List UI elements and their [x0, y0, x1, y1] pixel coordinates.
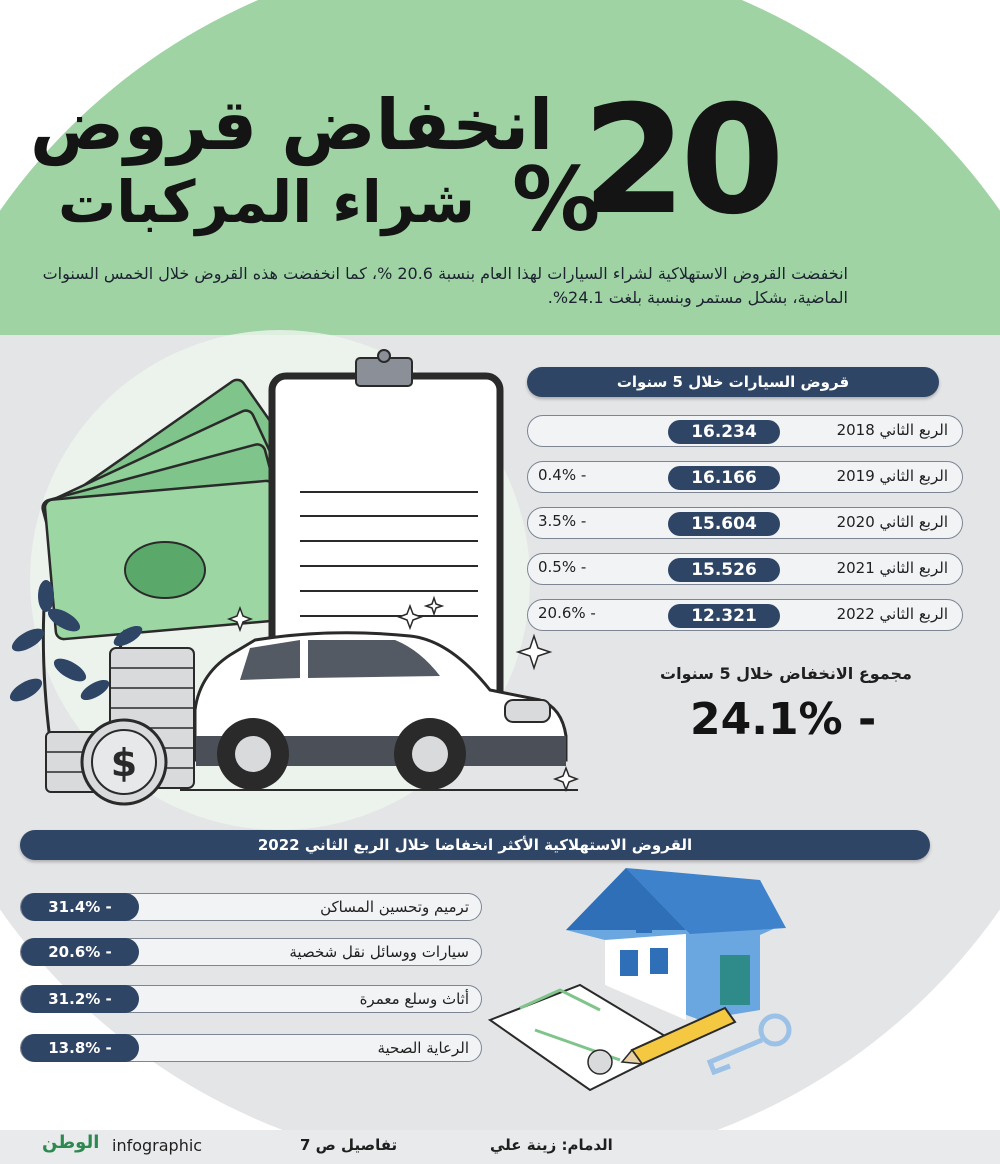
total-decline-label: مجموع الانخفاض خلال 5 سنوات [660, 664, 912, 683]
headline-line-2: شراء المركبات [58, 168, 475, 236]
car-loan-row [527, 461, 963, 493]
category-value: - 31.4% [21, 893, 139, 921]
car-loan-row [527, 507, 963, 539]
total-decline-value: - 24.1% [690, 694, 877, 745]
category-label: الرعاية الصحية [377, 1039, 469, 1057]
category-row [20, 893, 482, 921]
year-label: الربع الثاني 2018 [836, 421, 948, 439]
year-label: الربع الثاني 2022 [836, 605, 948, 623]
car-loan-row [527, 599, 963, 631]
loan-value: 16.234 [668, 420, 780, 444]
headline-line-1: انخفاض قروض [30, 84, 553, 166]
car-loans-title: قروض السيارات خلال 5 سنوات [527, 367, 939, 397]
change-percent: - 0.5% [538, 558, 587, 576]
category-row [20, 985, 482, 1013]
categories-title: القروض الاستهلاكية الأكثر انخفاضا خلال الربع الثاني 2022 [20, 830, 930, 860]
page-reference: تفاصيل ص 7 [300, 1136, 398, 1154]
category-label: سيارات ووسائل نقل شخصية [289, 943, 469, 961]
category-label: أثاث وسلع معمرة [359, 990, 469, 1008]
year-label: الربع الثاني 2019 [836, 467, 948, 485]
category-label: ترميم وتحسين المساكن [320, 898, 469, 916]
loan-value: 15.604 [668, 512, 780, 536]
category-row [20, 1034, 482, 1062]
alwatan-logo: الوطن [42, 1132, 100, 1153]
change-percent: - 0.4% [538, 466, 587, 484]
category-value: - 13.8% [21, 1034, 139, 1062]
change-percent: - 3.5% [538, 512, 587, 530]
footer-bar [0, 1130, 1000, 1164]
category-value: - 31.2% [21, 985, 139, 1013]
car-loan-row [527, 415, 963, 447]
year-label: الربع الثاني 2021 [836, 559, 948, 577]
headline-number: 20 [582, 74, 779, 248]
loan-value: 15.526 [668, 558, 780, 582]
headline-percent-sign: % [512, 148, 601, 251]
year-label: الربع الثاني 2020 [836, 513, 948, 531]
category-row [20, 938, 482, 966]
category-value: - 20.6% [21, 938, 139, 966]
svg-text:$: $ [110, 741, 138, 785]
infographic-label: infographic [112, 1136, 203, 1155]
intro-paragraph: انخفضت القروض الاستهلاكية لشراء السيارات لهذا العام بنسبة 20.6 %، كما انخفضت هذه القروض خلال الخمس السنوات الماضية، بشكل مستمر وبنسبة بلغت 24.1%. [42, 264, 848, 307]
change-percent: - 20.6% [538, 604, 596, 622]
car-loan-row [527, 553, 963, 585]
designer-credit: الدمام: زينة علي [490, 1136, 613, 1154]
loan-value: 12.321 [668, 604, 780, 628]
loan-value: 16.166 [668, 466, 780, 490]
